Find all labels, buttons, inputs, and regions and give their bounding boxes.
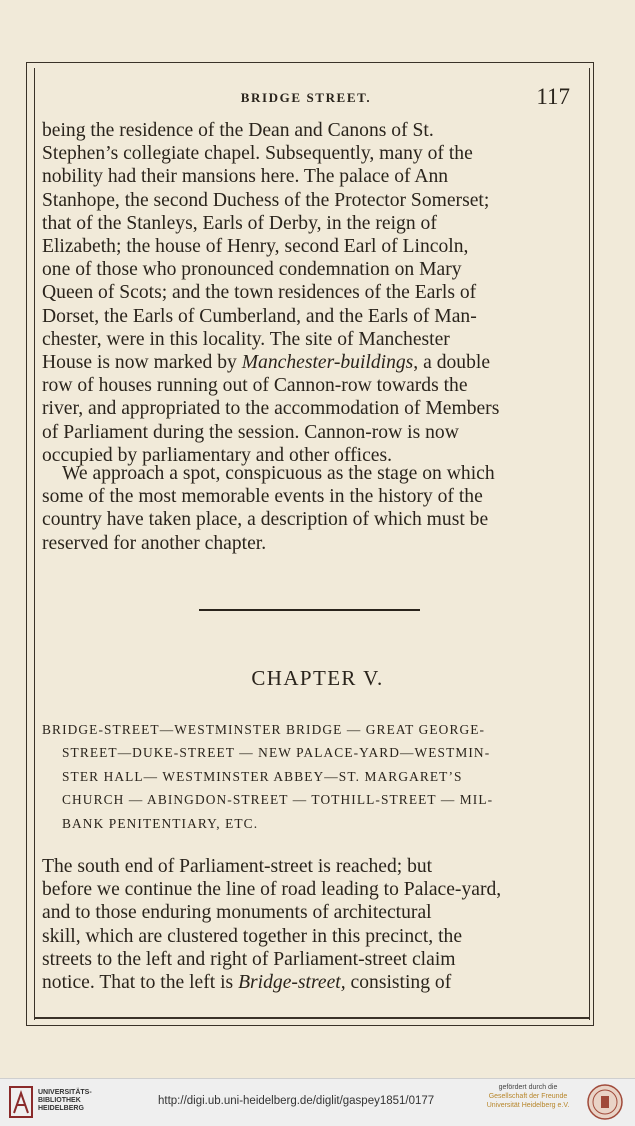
text-line: Stanhope, the second Duchess of the Protector Somerset; bbox=[42, 189, 490, 211]
text-line: and to those enduring monuments of architectural bbox=[42, 902, 432, 924]
summary-line: CHURCH — ABINGDON-STREET — TOTHILL-STREET — MIL- bbox=[62, 792, 494, 808]
library-name bbox=[38, 1089, 92, 1113]
text-segment: consisting of bbox=[345, 972, 452, 994]
library-line: BIBLIOTHEK bbox=[38, 1097, 81, 1104]
library-line: HEIDELBERG bbox=[38, 1105, 84, 1112]
text-line: row of houses running out of Cannon-row towards the bbox=[42, 375, 468, 397]
sponsor-line: Universität Heidelberg e.V. bbox=[486, 1102, 570, 1109]
chapter-summary bbox=[42, 718, 570, 835]
text-line: Elizabeth; the house of Henry, second Earl of Lincoln, bbox=[42, 236, 469, 258]
digitization-url-link[interactable]: http://digi.ub.uni-heidelberg.de/diglit/gaspey1851/0177 bbox=[158, 1095, 435, 1107]
text-line: Dorset, the Earls of Cumberland, and the Earls of Man- bbox=[42, 305, 477, 327]
summary-line: BANK PENITENTIARY, ETC. bbox=[62, 815, 259, 831]
page-number: 117 bbox=[536, 84, 570, 109]
sponsor-credit bbox=[478, 1083, 578, 1110]
text-line: before we continue the line of road leading to Palace-yard, bbox=[42, 879, 502, 901]
section-divider bbox=[199, 609, 420, 611]
text-line: We approach a spot, conspicuous as the stage on which bbox=[62, 463, 495, 484]
library-line: UNIVERSITÄTS- bbox=[38, 1089, 92, 1096]
text-line bbox=[42, 351, 570, 374]
text-line: nobility had their mansions here. The palace of Ann bbox=[42, 166, 449, 188]
text-line: chester, were in this locality. The site of Manchester bbox=[42, 328, 450, 350]
text-segment: House is now marked by bbox=[42, 352, 242, 374]
text-line: occupied by parliamentary and other offices. bbox=[42, 444, 393, 466]
paragraph-2 bbox=[42, 462, 570, 555]
text-line: some of the most memorable events in the history of the bbox=[42, 486, 483, 508]
running-head: BRIDGE STREET. bbox=[240, 90, 372, 105]
left-margin-rule bbox=[34, 68, 35, 1020]
text-segment: , a double bbox=[413, 352, 491, 374]
sponsor-line: gefördert durch die bbox=[498, 1084, 558, 1091]
text-line: that of the Stanleys, Earls of Derby, in the reign of bbox=[42, 212, 437, 234]
text-line bbox=[42, 971, 570, 994]
text-line: river, and appropriated to the accommodation of Members bbox=[42, 398, 500, 420]
text-line: of Parliament during the session. Cannon-row is now bbox=[42, 421, 459, 443]
paragraph-3 bbox=[42, 855, 570, 994]
page-header bbox=[40, 84, 572, 114]
text-line: being the residence of the Dean and Canons of St. bbox=[42, 120, 434, 141]
text-line: skill, which are clustered together in this precinct, the bbox=[42, 925, 463, 947]
text-line: reserved for another chapter. bbox=[42, 532, 267, 554]
text-line: The south end of Parliament-street is reached; but bbox=[42, 856, 433, 877]
university-seal-icon bbox=[586, 1083, 624, 1121]
bottom-rule bbox=[34, 1017, 590, 1019]
digitization-footer bbox=[0, 1078, 635, 1126]
chapter-title: CHAPTER V. bbox=[251, 666, 384, 690]
text-line: Stephen’s collegiate chapel. Subsequently, many of the bbox=[42, 143, 473, 165]
summary-line: STREET—DUKE-STREET — NEW PALACE-YARD—WESTMIN- bbox=[62, 745, 491, 761]
paragraph-1 bbox=[42, 119, 570, 467]
italic-place-name: Manchester-buildings bbox=[241, 352, 414, 374]
right-margin-rule bbox=[589, 68, 590, 1020]
text-line: streets to the left and right of Parliament-street claim bbox=[42, 948, 456, 970]
text-segment: notice. That to the left is bbox=[42, 972, 239, 994]
italic-place-name: Bridge-street, bbox=[238, 972, 346, 994]
text-line: Queen of Scots; and the town residences of the Earls of bbox=[42, 282, 477, 304]
university-library-logo-icon bbox=[8, 1085, 34, 1119]
sponsor-line: Gesellschaft der Freunde bbox=[488, 1093, 568, 1100]
text-line: one of those who pronounced condemnation on Mary bbox=[42, 259, 462, 281]
text-line: country have taken place, a description of which must be bbox=[42, 509, 489, 531]
summary-line: BRIDGE-STREET—WESTMINSTER BRIDGE — GREAT GEORGE- bbox=[42, 722, 486, 737]
summary-line: STER HALL— WESTMINSTER ABBEY—ST. MARGARET’S bbox=[62, 768, 463, 784]
